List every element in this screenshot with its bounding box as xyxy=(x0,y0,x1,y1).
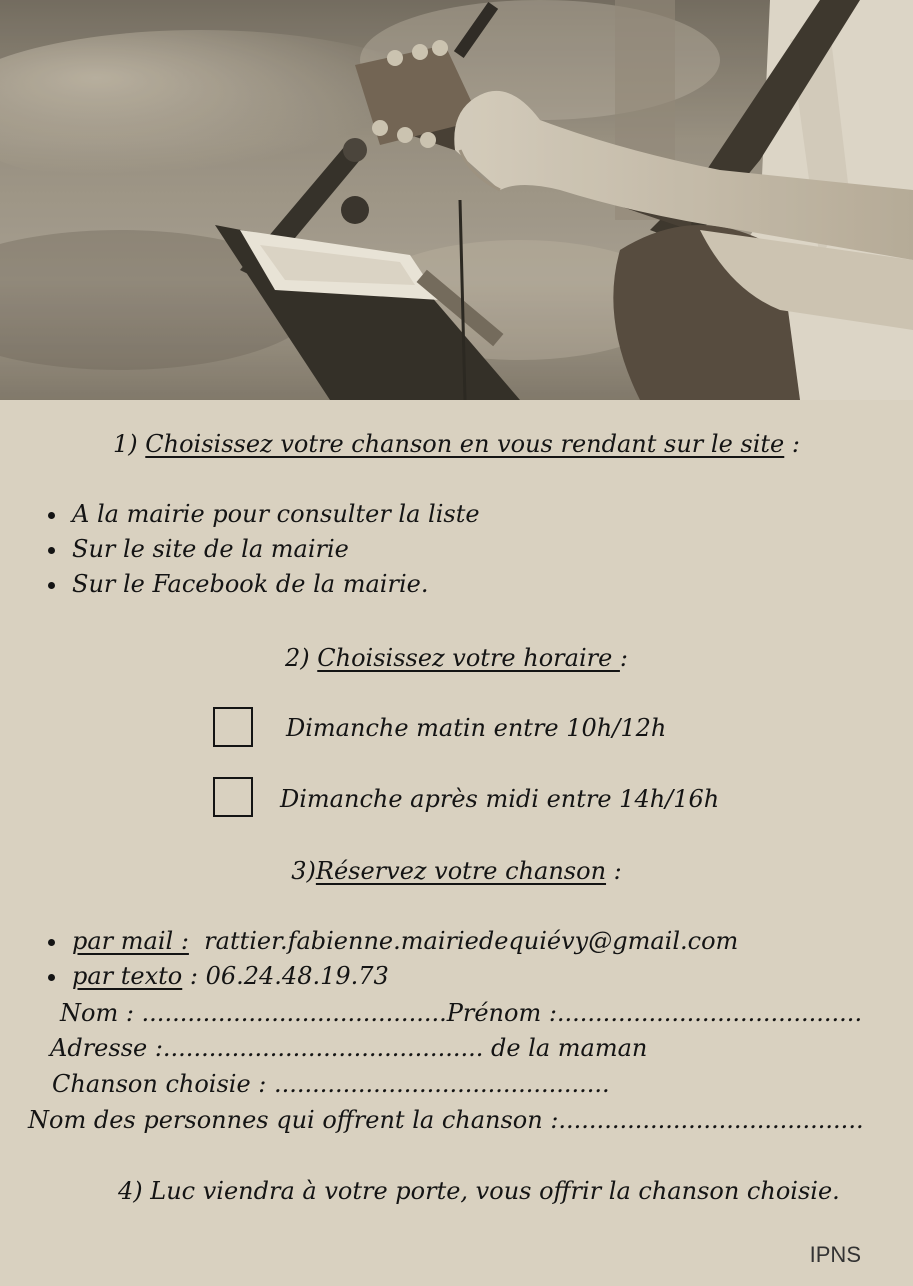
section-2-number: 2) xyxy=(284,644,318,672)
ipns-label: IPNS xyxy=(809,1242,861,1267)
section-1-number: 1) xyxy=(113,430,146,458)
header-photo xyxy=(0,0,913,400)
section-4-text: 4) Luc viendra à votre porte, vous offrir la chanson choisie. xyxy=(118,1177,840,1205)
section-1-suffix: : xyxy=(784,430,800,458)
list-item: A la mairie pour consulter la liste xyxy=(46,497,480,532)
section-3-heading xyxy=(0,855,913,887)
sms-label: par texto xyxy=(72,962,183,990)
contact-mail xyxy=(46,924,738,959)
mail-value[interactable]: rattier.fabienne.mairiedequiévy@gmail.com xyxy=(188,927,739,955)
form-line-song[interactable]: Chanson choisie : ............................................ xyxy=(52,1070,610,1098)
section-3-number: 3) xyxy=(291,857,316,885)
form-line-address[interactable]: Adresse :.......................................... de la maman xyxy=(50,1034,648,1062)
option-afternoon-label: Dimanche après midi entre 14h/16h xyxy=(280,785,720,813)
list-item: Sur le Facebook de la mairie. xyxy=(46,567,480,602)
contact-sms xyxy=(46,959,738,994)
section-2-suffix: : xyxy=(619,644,629,672)
guitar-player-photo xyxy=(0,0,913,400)
sms-value[interactable]: : 06.24.48.19.73 xyxy=(182,962,389,990)
section-3-contacts xyxy=(46,924,738,994)
option-morning-label: Dimanche matin entre 10h/12h xyxy=(286,714,667,742)
section-1-list xyxy=(46,497,480,602)
section-1-heading xyxy=(0,428,913,460)
form-line-name[interactable]: Nom : ........................................Prénom :........................................ xyxy=(60,999,863,1027)
section-2-heading xyxy=(0,642,913,674)
checkbox-afternoon[interactable] xyxy=(213,777,253,817)
checkbox-morning[interactable] xyxy=(213,707,253,747)
section-1-title: Choisissez votre chanson en vous rendant sur le site xyxy=(145,430,785,458)
mail-label: par mail : xyxy=(72,927,189,955)
section-3-title: Réservez votre chanson xyxy=(315,857,607,885)
form-line-offerers[interactable]: Nom des personnes qui offrent la chanson :........................................ xyxy=(28,1106,864,1134)
section-2-title: Choisissez votre horaire xyxy=(317,644,620,672)
list-item: Sur le site de la mairie xyxy=(46,532,480,567)
section-3-suffix: : xyxy=(606,857,622,885)
